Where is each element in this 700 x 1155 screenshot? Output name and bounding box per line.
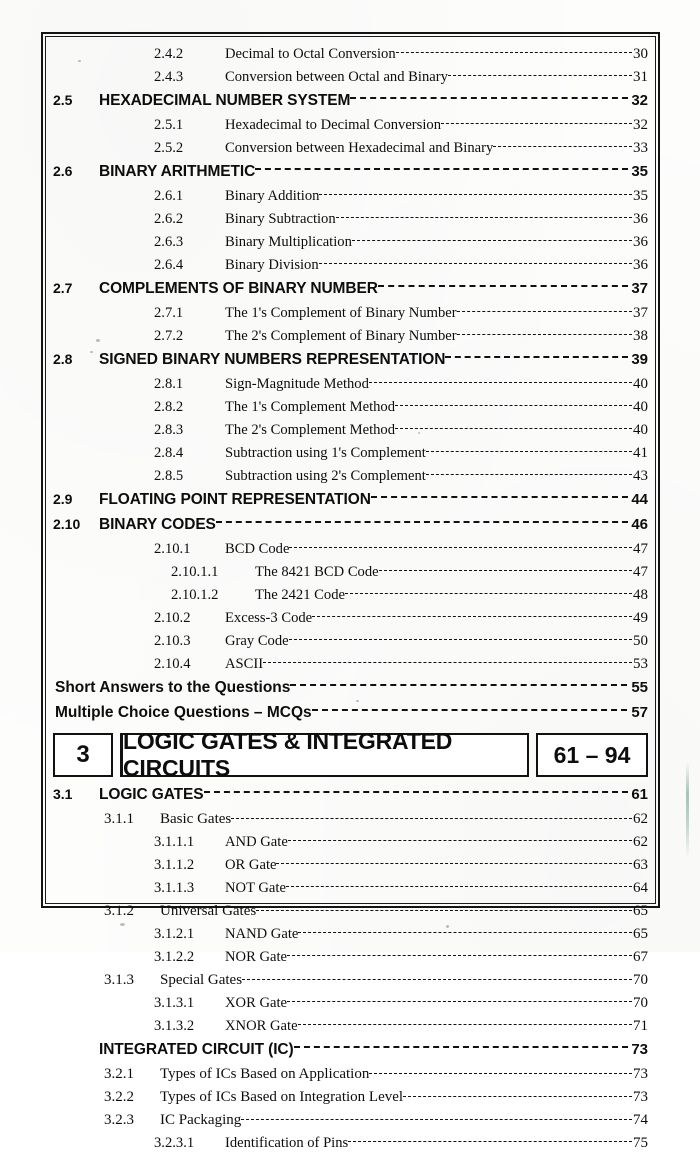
toc-entry bbox=[53, 1038, 648, 1063]
toc-leader-dots bbox=[395, 419, 632, 434]
toc-back-matter-entry bbox=[53, 701, 648, 726]
toc-entry-number: 2.10.2 bbox=[154, 609, 191, 626]
toc-entry-title: BCD Code bbox=[225, 540, 290, 557]
toc-entry-title: XOR Gate bbox=[225, 994, 288, 1011]
toc-entry-title: Excess-3 Code bbox=[225, 609, 313, 626]
toc-entry-title: XNOR Gate bbox=[225, 1017, 298, 1034]
toc-entry-number: 3.1.3.1 bbox=[154, 994, 195, 1011]
toc-entry-title: Special Gates bbox=[160, 972, 243, 988]
toc-entry-page: 47 bbox=[633, 540, 648, 557]
toc-entry-number: 2.6.4 bbox=[154, 256, 184, 273]
toc-leader-dots bbox=[379, 561, 632, 576]
toc-entry-page: 63 bbox=[633, 856, 648, 873]
toc-entry bbox=[53, 900, 648, 923]
toc-entry bbox=[53, 185, 648, 208]
toc-entry-title: Binary Division bbox=[225, 256, 319, 273]
toc-entry bbox=[53, 607, 648, 630]
toc-entry-number: 2.10.1.2 bbox=[171, 586, 219, 603]
toc-entry-title: BINARY ARITHMETIC bbox=[99, 162, 256, 180]
toc-entry-title: Conversion between Hexadecimal and Binary bbox=[225, 139, 494, 156]
toc-entry-number: 2.8.3 bbox=[154, 421, 184, 438]
toc-entry bbox=[53, 89, 648, 114]
toc-entry bbox=[53, 969, 648, 992]
toc-entry-title: Universal Gates bbox=[160, 903, 257, 919]
toc-entry-number: 2.6.2 bbox=[154, 210, 184, 227]
toc-entry-title: The 8421 BCD Code bbox=[255, 563, 379, 580]
toc-entry-number: 3.1.2.2 bbox=[154, 948, 195, 965]
toc-entry-page: 38 bbox=[633, 327, 648, 344]
toc-entry bbox=[53, 513, 648, 538]
toc-entry bbox=[53, 877, 648, 900]
toc-entry-number: 3.1.2 bbox=[104, 903, 134, 919]
toc-leader-dots bbox=[345, 584, 632, 599]
toc-entry bbox=[53, 783, 648, 808]
toc-entry bbox=[53, 1015, 648, 1038]
toc-entry-title: OR Gate bbox=[225, 856, 277, 873]
toc-leader-dots bbox=[378, 277, 629, 293]
toc-entry-number: 3.2.3.1 bbox=[154, 1134, 195, 1151]
toc-leader-dots bbox=[319, 185, 632, 200]
toc-entry-number: 2.6.1 bbox=[154, 187, 184, 204]
toc-entry-title: Short Answers to the Questions bbox=[55, 678, 291, 696]
toc-leader-dots bbox=[241, 1109, 632, 1124]
toc-entry bbox=[53, 419, 648, 442]
toc-entry-number: 2.5.2 bbox=[154, 139, 184, 156]
toc-entry-page: 53 bbox=[633, 655, 648, 672]
toc-entry-title: Hexadecimal to Decimal Conversion bbox=[225, 116, 441, 133]
toc-entry-page: 65 bbox=[633, 903, 648, 919]
toc-leader-dots bbox=[287, 992, 632, 1007]
toc-entry-title: Decimal to Octal Conversion bbox=[225, 45, 396, 62]
toc-leader-dots bbox=[396, 43, 632, 58]
toc-entry-title: NAND Gate bbox=[225, 925, 299, 942]
toc-leader-dots bbox=[445, 348, 628, 364]
toc-entry-title: SIGNED BINARY NUMBERS REPRESENTATION bbox=[99, 350, 446, 368]
toc-entry bbox=[53, 277, 648, 302]
toc-entry-page: 73 bbox=[631, 1040, 648, 1058]
toc-entry-page: 43 bbox=[633, 467, 648, 484]
toc-entry-page: 41 bbox=[633, 444, 648, 461]
toc-entry bbox=[53, 538, 648, 561]
toc-entry-page: 62 bbox=[633, 811, 648, 827]
chapter-title: LOGIC GATES & INTEGRATED CIRCUITS bbox=[120, 733, 529, 777]
toc-leader-dots bbox=[312, 701, 628, 717]
toc-entry-number: 2.8.5 bbox=[154, 467, 184, 484]
toc-entry bbox=[53, 946, 648, 969]
toc-entry-number: 3.1.1 bbox=[104, 811, 134, 827]
toc-entry-page: 48 bbox=[633, 586, 648, 603]
toc-leader-dots bbox=[312, 607, 632, 622]
toc-entry bbox=[53, 66, 648, 89]
toc-entry-number: 3.1.3 bbox=[104, 972, 134, 988]
toc-entry-title: COMPLEMENTS OF BINARY NUMBER bbox=[99, 279, 378, 297]
toc-leader-dots bbox=[255, 160, 628, 176]
toc-entry bbox=[53, 373, 648, 396]
toc-entry bbox=[53, 854, 648, 877]
toc-entry-title: Subtraction using 2's Complement bbox=[225, 467, 426, 484]
chapter-page-range: 61 – 94 bbox=[536, 733, 648, 777]
toc-leader-dots bbox=[288, 831, 632, 846]
toc-leader-dots bbox=[216, 513, 629, 529]
toc-back-matter-entry bbox=[53, 676, 648, 701]
toc-leader-dots bbox=[289, 630, 632, 645]
toc-entry-page: 73 bbox=[633, 1089, 648, 1105]
toc-entry bbox=[53, 1086, 648, 1109]
toc-entry-title: The 1's Complement of Binary Number bbox=[225, 304, 457, 321]
toc-entry-number: 2.7.2 bbox=[154, 327, 184, 344]
toc-entry-page: 65 bbox=[633, 925, 648, 942]
toc-leader-dots bbox=[256, 900, 632, 915]
toc-entry bbox=[53, 114, 648, 137]
toc-entry bbox=[53, 488, 648, 513]
toc-entry-number: 2.6.3 bbox=[154, 233, 184, 250]
toc-entry-number: 3.2.2 bbox=[104, 1089, 134, 1105]
toc-entry-page: 64 bbox=[633, 879, 648, 896]
toc-entry-page: 37 bbox=[633, 304, 648, 321]
toc-entry-number: 2.10.3 bbox=[154, 632, 191, 649]
toc-leader-dots bbox=[289, 538, 632, 553]
toc-entry bbox=[53, 992, 648, 1015]
toc-entry-page: 67 bbox=[633, 948, 648, 965]
toc-entry-title: AND Gate bbox=[225, 833, 288, 850]
toc-entry-number: 3.1.1.2 bbox=[154, 856, 195, 873]
toc-entry-number: 3.2.3 bbox=[104, 1112, 134, 1128]
toc-leader-dots bbox=[369, 1063, 632, 1078]
toc-entry-page: 44 bbox=[631, 490, 648, 508]
toc-entry-page: 73 bbox=[633, 1066, 648, 1082]
toc-entry bbox=[53, 302, 648, 325]
toc-entry-page: 39 bbox=[631, 350, 648, 368]
toc-entry-title: The 2's Complement of Binary Number bbox=[225, 327, 457, 344]
toc-entry bbox=[53, 1132, 648, 1155]
toc-entry-page: 35 bbox=[633, 187, 648, 204]
toc-entry-title: ASCII bbox=[225, 655, 264, 672]
toc-entry bbox=[53, 465, 648, 488]
toc-entry bbox=[53, 160, 648, 185]
toc-entry-title: Binary Multiplication bbox=[225, 233, 352, 250]
toc-entry-title: Binary Subtraction bbox=[225, 210, 336, 227]
toc-entry-number: 2.8.1 bbox=[154, 375, 184, 392]
toc-entry-page: 50 bbox=[633, 632, 648, 649]
toc-entry-page: 70 bbox=[633, 994, 648, 1011]
toc-entry bbox=[53, 442, 648, 465]
toc-entry-page: 75 bbox=[633, 1134, 648, 1151]
toc-entry-title: Subtraction using 1's Complement bbox=[225, 444, 426, 461]
toc-leader-dots bbox=[441, 114, 632, 129]
toc-entry-number: 3.1.1.3 bbox=[154, 879, 195, 896]
toc-entry-page: 70 bbox=[633, 972, 648, 988]
toc-leader-dots bbox=[298, 1015, 632, 1030]
toc-entry bbox=[53, 584, 648, 607]
toc-entry-page: 30 bbox=[633, 45, 648, 62]
toc-entry-title: Multiple Choice Questions – MCQs bbox=[55, 703, 312, 721]
toc-leader-dots bbox=[457, 325, 632, 340]
toc-entry-number: 2.5.1 bbox=[154, 116, 184, 133]
toc-entry-page: 36 bbox=[633, 210, 648, 227]
toc-entry-title: NOR Gate bbox=[225, 948, 288, 965]
toc-entry-title: FLOATING POINT REPRESENTATION bbox=[99, 490, 371, 508]
toc-entry-number: 2.8.2 bbox=[154, 398, 184, 415]
chapter-number: 3 bbox=[53, 733, 113, 777]
toc-entry-number: 2.4.3 bbox=[154, 68, 184, 85]
toc-leader-dots bbox=[350, 89, 628, 105]
toc-entry-page: 32 bbox=[631, 91, 648, 109]
toc-entry-page: 36 bbox=[633, 233, 648, 250]
toc-section-chapter-3 bbox=[53, 783, 648, 1155]
toc-leader-dots bbox=[287, 946, 632, 961]
toc-leader-dots bbox=[204, 783, 629, 799]
toc-leader-dots bbox=[457, 302, 632, 317]
toc-leader-dots bbox=[448, 66, 632, 81]
toc-entry-title: IC Packaging bbox=[160, 1112, 242, 1128]
toc-entry-page: 55 bbox=[631, 678, 648, 696]
toc-entry-page: 62 bbox=[633, 833, 648, 850]
toc-entry bbox=[53, 396, 648, 419]
toc-entry-title: Binary Addition bbox=[225, 187, 320, 204]
toc-entry bbox=[53, 831, 648, 854]
toc-entry-page: 40 bbox=[633, 421, 648, 438]
toc-entry-number: 2.9 bbox=[53, 490, 73, 507]
toc-entry bbox=[53, 325, 648, 348]
toc-entry-page: 33 bbox=[633, 139, 648, 156]
toc-leader-dots bbox=[319, 254, 632, 269]
toc-entry-number: 2.10.1.1 bbox=[171, 563, 219, 580]
toc-entry-title: Sign-Magnitude Method bbox=[225, 375, 369, 392]
toc-entry-title: HEXADECIMAL NUMBER SYSTEM bbox=[99, 91, 351, 109]
toc-entry-number: 3.2.1 bbox=[104, 1066, 134, 1082]
toc-entry-number: 2.10.4 bbox=[154, 655, 191, 672]
table-of-contents bbox=[49, 40, 652, 1151]
toc-leader-dots bbox=[403, 1086, 632, 1101]
toc-leader-dots bbox=[493, 137, 632, 152]
toc-entry-page: 35 bbox=[631, 162, 648, 180]
toc-entry-number: 2.4.2 bbox=[154, 45, 184, 62]
toc-entry bbox=[53, 254, 648, 277]
toc-entry-title: Gray Code bbox=[225, 632, 289, 649]
toc-entry-title: Types of ICs Based on Integration Level bbox=[160, 1089, 404, 1105]
toc-entry-number: 3.1 bbox=[53, 785, 73, 802]
toc-leader-dots bbox=[242, 969, 632, 984]
toc-entry-number: 2.8.4 bbox=[154, 444, 184, 461]
toc-entry-number: 2.10 bbox=[53, 515, 81, 532]
chapter-banner bbox=[53, 728, 648, 781]
toc-entry-number: 2.10.1 bbox=[154, 540, 191, 557]
toc-entry-title: Conversion between Octal and Binary bbox=[225, 68, 448, 85]
scan-edge-artifact bbox=[686, 762, 689, 858]
toc-entry-number: 2.7 bbox=[53, 279, 73, 296]
toc-entry-page: 40 bbox=[633, 375, 648, 392]
toc-entry-title: The 1's Complement Method bbox=[225, 398, 396, 415]
toc-entry-title: The 2's Complement Method bbox=[225, 421, 396, 438]
toc-entry-number: 3.1.2.1 bbox=[154, 925, 195, 942]
toc-leader-dots bbox=[426, 442, 632, 457]
toc-entry-title: INTEGRATED CIRCUIT (IC) bbox=[99, 1040, 294, 1058]
toc-entry-page: 31 bbox=[633, 68, 648, 85]
toc-entry-page: 36 bbox=[633, 256, 648, 273]
toc-leader-dots bbox=[352, 231, 632, 246]
toc-entry-title: The 2421 Code bbox=[255, 586, 345, 603]
toc-entry-title: NOT Gate bbox=[225, 879, 286, 896]
toc-entry-title: Types of ICs Based on Application bbox=[160, 1066, 370, 1082]
toc-entry-title: Identification of Pins bbox=[225, 1134, 349, 1151]
toc-entry bbox=[53, 630, 648, 653]
toc-leader-dots bbox=[348, 1132, 632, 1147]
toc-entry-number: 2.6 bbox=[53, 162, 73, 179]
toc-leader-dots bbox=[336, 208, 632, 223]
toc-entry bbox=[53, 923, 648, 946]
toc-entry-page: 40 bbox=[633, 398, 648, 415]
toc-entry-page: 47 bbox=[633, 563, 648, 580]
toc-entry-number: 2.5 bbox=[53, 91, 73, 108]
toc-leader-dots bbox=[369, 373, 632, 388]
toc-leader-dots bbox=[276, 854, 632, 869]
toc-leader-dots bbox=[286, 877, 632, 892]
toc-entry-number: 2.8 bbox=[53, 350, 73, 367]
toc-entry-page: 32 bbox=[633, 116, 648, 133]
toc-leader-dots bbox=[298, 923, 632, 938]
toc-entry-number: 3.1.1.1 bbox=[154, 833, 195, 850]
toc-entry-page: 57 bbox=[631, 703, 648, 721]
toc-entry bbox=[53, 43, 648, 66]
toc-entry bbox=[53, 208, 648, 231]
toc-entry-number: 2.7.1 bbox=[154, 304, 184, 321]
toc-entry-page: 49 bbox=[633, 609, 648, 626]
toc-entry-title: Basic Gates bbox=[160, 811, 232, 827]
toc-entry-page: 71 bbox=[633, 1017, 648, 1034]
toc-entry bbox=[53, 653, 648, 676]
toc-entry-title: BINARY CODES bbox=[99, 515, 216, 533]
toc-entry bbox=[53, 808, 648, 831]
toc-section-chapter-2 bbox=[53, 43, 648, 676]
toc-entry bbox=[53, 1063, 648, 1086]
toc-back-matter bbox=[53, 676, 648, 726]
toc-leader-dots bbox=[426, 465, 632, 480]
toc-entry bbox=[53, 137, 648, 160]
toc-leader-dots bbox=[231, 808, 632, 823]
toc-entry-page: 61 bbox=[631, 785, 648, 803]
toc-entry-number: 3.1.3.2 bbox=[154, 1017, 195, 1034]
toc-entry bbox=[53, 1109, 648, 1132]
toc-entry bbox=[53, 231, 648, 254]
toc-leader-dots bbox=[294, 1038, 629, 1054]
toc-entry-page: 46 bbox=[631, 515, 648, 533]
toc-entry-title: LOGIC GATES bbox=[99, 785, 204, 803]
toc-leader-dots bbox=[371, 488, 629, 504]
toc-leader-dots bbox=[263, 653, 632, 668]
toc-leader-dots bbox=[395, 396, 632, 411]
toc-entry-page: 37 bbox=[631, 279, 648, 297]
toc-leader-dots bbox=[290, 676, 627, 692]
toc-entry bbox=[53, 348, 648, 373]
toc-entry bbox=[53, 561, 648, 584]
toc-entry-page: 74 bbox=[633, 1112, 648, 1128]
